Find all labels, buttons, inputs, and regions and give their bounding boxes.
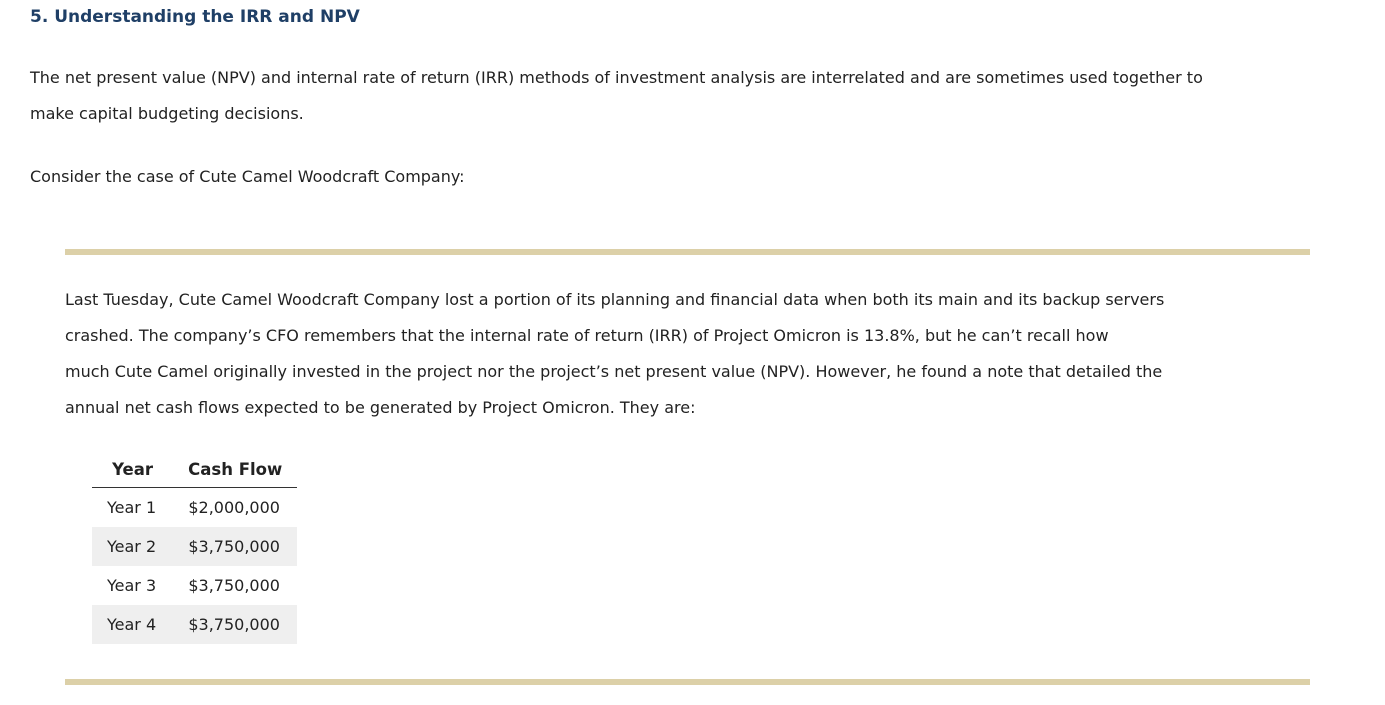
intro-line-1: The net present value (NPV) and internal rate of return (IRR) methods of investment analysis are interrelated and are sometimes used together to xyxy=(30,68,1203,87)
table-row xyxy=(92,605,297,644)
intro-paragraph xyxy=(30,60,1203,132)
case-top-divider xyxy=(65,249,1310,255)
case-line-3: much Cute Camel originally invested in the project nor the project’s net present value (NPV). However, he found a note that detailed the xyxy=(65,362,1163,381)
case-bottom-divider xyxy=(65,679,1310,685)
intro-line-2: make capital budgeting decisions. xyxy=(30,104,304,123)
section-heading: 5. Understanding the IRR and NPV xyxy=(30,7,360,27)
cell-cash-flow: $3,750,000 xyxy=(188,576,280,595)
table-row xyxy=(92,566,297,605)
cell-year: Year 3 xyxy=(107,576,157,595)
cell-cash-flow: $3,750,000 xyxy=(171,527,297,566)
cell-cash-flow: $3,750,000 xyxy=(171,605,297,644)
header-year: Year xyxy=(92,451,171,488)
case-paragraph xyxy=(65,282,1325,426)
case-line-2: crashed. The company’s CFO remembers that the internal rate of return (IRR) of Project Omicron is 13.8%, but he can’t recall how xyxy=(65,326,1109,345)
cell-year: Year 2 xyxy=(92,527,171,566)
case-line-4: annual net cash flows expected to be generated by Project Omicron. They are: xyxy=(65,398,696,417)
table-header-row xyxy=(92,451,297,488)
cash-flow-table xyxy=(92,451,297,644)
cell-cash-flow: $2,000,000 xyxy=(188,498,280,517)
table-row xyxy=(92,488,297,528)
consider-text: Consider the case of Cute Camel Woodcraft Company: xyxy=(30,167,465,186)
table-row xyxy=(92,527,297,566)
header-cash-flow: Cash Flow xyxy=(171,451,297,488)
cell-year: Year 1 xyxy=(107,498,157,517)
case-line-1: Last Tuesday, Cute Camel Woodcraft Company lost a portion of its planning and financial data when both its main and its backup servers xyxy=(65,290,1165,309)
cell-year: Year 4 xyxy=(92,605,171,644)
